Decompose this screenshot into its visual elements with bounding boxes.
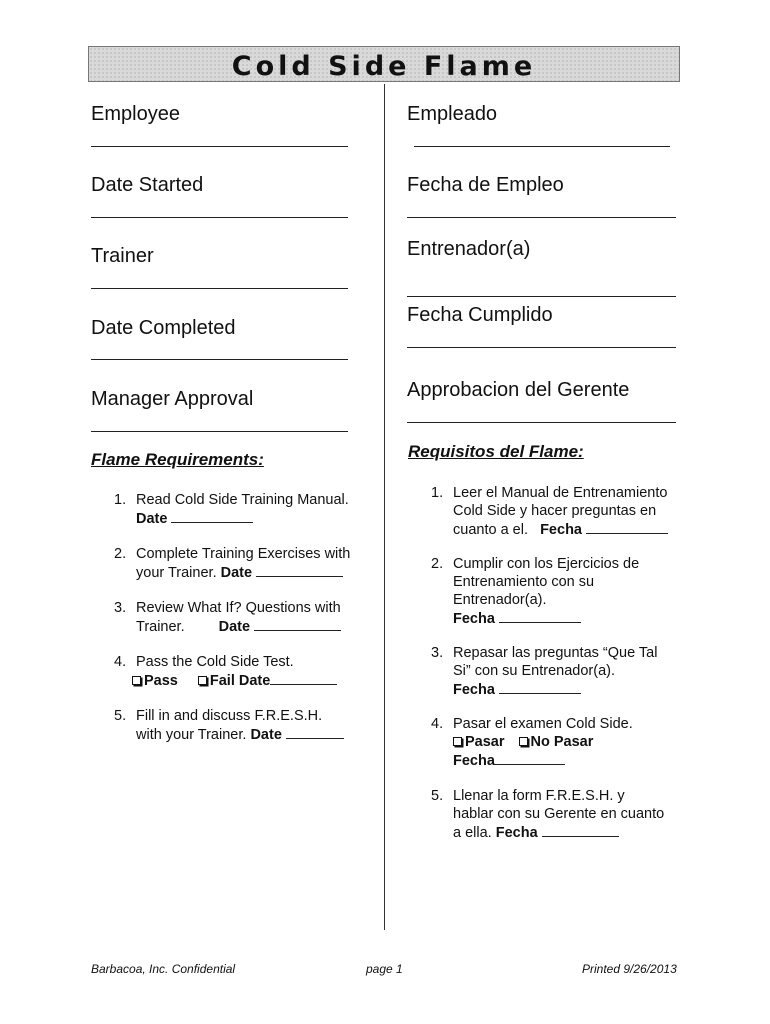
req-number: 3. (114, 600, 127, 616)
fecha-blank[interactable] (542, 823, 619, 837)
date-label: Date (218, 619, 251, 635)
req-text: Pass the Cold Side Test. (136, 654, 294, 670)
pasar-label: Pasar (465, 734, 505, 750)
fecha-label: Fecha (540, 522, 582, 538)
pasar-checkbox[interactable] (453, 737, 462, 746)
req-text: hablar con su Gerente en cuanto (453, 806, 665, 822)
req-text: Llenar la form F.R.E.S.H. y (453, 788, 625, 804)
no-pasar-checkbox[interactable] (519, 737, 528, 746)
req-text: Read Cold Side Training Manual. (136, 492, 349, 508)
date-blank[interactable] (171, 509, 253, 523)
manager-approval-label: Manager Approval (91, 388, 254, 410)
left-req-4 (114, 653, 374, 693)
req-text: your Trainer. (136, 565, 217, 581)
pass-checkbox[interactable] (132, 676, 141, 685)
date-started-label: Date Started (91, 174, 204, 196)
req-text: Complete Training Exercises with (136, 546, 351, 562)
right-req-2 (431, 555, 691, 631)
req-text: cuanto a el. (453, 522, 528, 538)
fecha-blank[interactable] (499, 680, 581, 694)
right-req-3 (431, 644, 691, 702)
footer-page-number: page 1 (366, 962, 403, 976)
right-req-5 (431, 787, 691, 845)
req-number: 5. (114, 708, 127, 724)
req-text: Leer el Manual de Entrenamiento (453, 485, 668, 501)
column-divider (384, 84, 385, 930)
req-number: 1. (431, 485, 444, 501)
fecha-de-empleo-line[interactable] (407, 217, 676, 218)
date-label: Date (136, 511, 168, 527)
req-text: Si” con su Entrenador(a). (453, 663, 615, 679)
req-text: Entrenador(a). (453, 592, 547, 608)
req-text: Cumplir con los Ejercicios de (453, 556, 640, 572)
date-started-line[interactable] (91, 217, 348, 218)
employee-label: Employee (91, 103, 180, 125)
req-number: 2. (114, 546, 127, 562)
date-blank[interactable] (256, 563, 343, 577)
req-text: with your Trainer. (136, 727, 247, 743)
req-text: Trainer. (136, 619, 185, 635)
fecha-de-empleo-label: Fecha de Empleo (407, 174, 564, 196)
left-req-1 (114, 491, 374, 531)
date-completed-label: Date Completed (91, 317, 236, 339)
entrenador-label: Entrenador(a) (407, 238, 531, 260)
date-label: Date (250, 727, 282, 743)
req-text: Review What If? Questions with (136, 600, 341, 616)
req-number: 3. (431, 645, 444, 661)
right-req-1 (431, 484, 691, 542)
date-label: Date (220, 565, 253, 581)
flame-requirements-heading: Flame Requirements: (91, 450, 264, 469)
date-blank[interactable] (286, 725, 344, 739)
manager-approval-line[interactable] (91, 431, 348, 432)
fecha-cumplido-label: Fecha Cumplido (407, 304, 553, 326)
req-text: Fill in and discuss F.R.E.S.H. (136, 708, 323, 724)
req-number: 4. (114, 654, 127, 670)
left-req-3 (114, 599, 374, 639)
fecha-label: Fecha (453, 753, 495, 769)
footer-confidential: Barbacoa, Inc. Confidential (91, 962, 236, 976)
fecha-label: Fecha (495, 825, 538, 841)
req-text: Repasar las preguntas “Que Tal (453, 645, 658, 661)
req-text: Pasar el examen Cold Side. (453, 716, 633, 732)
pass-label: Pass (144, 673, 178, 689)
fail-label: Fail (209, 673, 235, 689)
req-text: Cold Side y hacer preguntas en (453, 503, 657, 519)
footer-printed-date: Printed 9/26/2013 (582, 962, 677, 976)
page-title: Cold Side Flame (231, 51, 537, 82)
requisitos-heading: Requisitos del Flame: (408, 442, 584, 461)
fecha-blank[interactable] (586, 520, 668, 534)
req-number: 2. (431, 556, 444, 572)
fecha-label: Fecha (453, 611, 495, 627)
trainer-line[interactable] (91, 288, 348, 289)
approbacion-gerente-label: Approbacion del Gerente (407, 379, 630, 401)
req-text: a ella. (453, 825, 492, 841)
req-number: 1. (114, 492, 127, 508)
date-blank[interactable] (254, 617, 341, 631)
entrenador-line[interactable] (407, 296, 676, 297)
req-number: 5. (431, 788, 444, 804)
approbacion-gerente-line[interactable] (407, 422, 676, 423)
no-pasar-label: No Pasar (530, 734, 594, 750)
title-banner (88, 46, 680, 82)
date-completed-line[interactable] (91, 359, 348, 360)
empleado-label: Empleado (407, 103, 498, 125)
fail-checkbox[interactable] (198, 676, 207, 685)
right-req-4 (431, 715, 691, 773)
employee-line[interactable] (91, 146, 348, 147)
date-label: Date (238, 673, 271, 689)
left-req-5 (114, 707, 374, 747)
fecha-cumplido-line[interactable] (407, 347, 676, 348)
trainer-label: Trainer (91, 245, 154, 267)
req-text: Entrenamiento con su (453, 574, 595, 590)
fecha-blank[interactable] (495, 751, 565, 765)
fecha-label: Fecha (453, 682, 495, 698)
req-number: 4. (431, 716, 444, 732)
date-blank[interactable] (270, 671, 337, 685)
fecha-blank[interactable] (499, 609, 581, 623)
empleado-line[interactable] (414, 146, 670, 147)
left-req-2 (114, 545, 374, 585)
